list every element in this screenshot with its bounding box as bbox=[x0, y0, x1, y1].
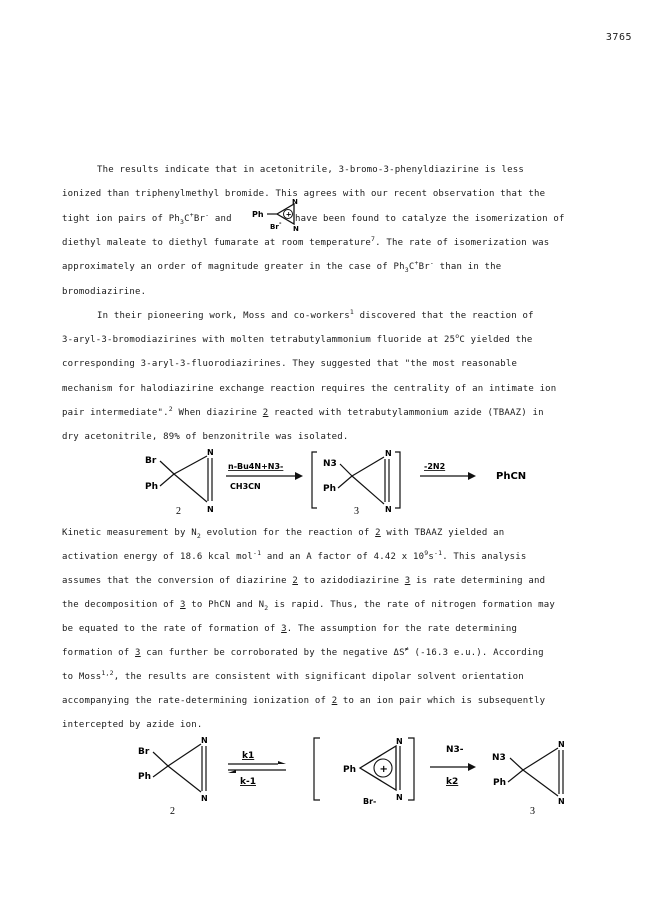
structure-label-minus: - bbox=[279, 220, 282, 227]
text-line: approximately an order of magnitude greater in the case of $Ph_3C^+Br^-$ than in the bbox=[62, 259, 502, 274]
product-label: PhCN bbox=[496, 471, 527, 482]
rate-constant-k2: k2 bbox=[446, 777, 459, 787]
page-number: 3765 bbox=[605, 32, 632, 43]
text-line: mechanism for halodiazirine exchange reaction requires the centrality of an intimate ion bbox=[62, 384, 557, 394]
atom-label-n: N bbox=[558, 740, 565, 749]
atom-label-n: N bbox=[385, 449, 392, 458]
atom-label-n: N bbox=[396, 737, 403, 746]
text-line: pair intermediate".$^2$ When diazirine 2 reacted with tetrabutylammonium azide (TBAAZ) in bbox=[62, 405, 544, 418]
text-line: diethyl maleate to diethyl fumarate at room temperature$^7$. The rate of isomerization was bbox=[62, 235, 550, 248]
structure-label-plus: + bbox=[285, 210, 292, 219]
azide-label: N3- bbox=[446, 745, 464, 755]
atom-label-br: Br bbox=[138, 747, 150, 757]
structure-label-n: N bbox=[292, 198, 298, 206]
text-line: Kinetic measurement by $N_2$ evolution for the reaction of 2 with TBAAZ yielded an bbox=[62, 528, 505, 540]
solvent-label: CH3CN bbox=[230, 482, 261, 491]
reagent-label: n-Bu4N+N3- bbox=[228, 462, 284, 471]
charge-plus: + bbox=[379, 764, 388, 775]
atom-label-ph: Ph bbox=[493, 778, 507, 788]
atom-label-ph: Ph bbox=[343, 765, 357, 775]
atom-label-ph: Ph bbox=[145, 482, 159, 492]
text-line: In their pioneering work, Moss and co-workers$^1$ discovered that the reaction of bbox=[97, 308, 534, 321]
ion-pair-intermediate bbox=[314, 737, 414, 806]
rate-constant-k1: k1 bbox=[242, 751, 255, 761]
azidodiazirine-3-structure bbox=[492, 740, 565, 817]
atom-label-ph: Ph bbox=[138, 772, 152, 782]
structure-label-n: N bbox=[293, 225, 299, 233]
atom-label-n3: N3 bbox=[492, 753, 506, 763]
text-line: to Moss$^{1,2}$, the results are consistent with significant dipolar solvent orientation bbox=[62, 669, 524, 682]
compound-label-2: 2 bbox=[170, 806, 175, 817]
atom-label-n3: N3 bbox=[323, 459, 337, 469]
text-line: activation energy of 18.6 kcal mol$^{-1}$ and an A factor of 4.42 x $10^9s^{-1}$. This analysis bbox=[62, 549, 527, 562]
structure-label-br: Br bbox=[270, 223, 279, 231]
text-line: bromodiazirine. bbox=[62, 287, 147, 297]
text-line: 3-aryl-3-bromodiazirines with molten tetrabutylammonium fluoride at 25$^o$C yielded the bbox=[62, 332, 533, 345]
inline-diazirinium-structure bbox=[250, 196, 312, 234]
step-label: -2N2 bbox=[424, 462, 446, 471]
text-line: assumes that the conversion of diazirine 2 to azidodiazirine 3 is rate determining and bbox=[62, 576, 546, 586]
atom-label-n: N bbox=[207, 448, 214, 457]
text-line: accompanying the rate-determining ionization of 2 to an ion pair which is subsequently bbox=[62, 696, 546, 706]
azidodiazirine-3-structure bbox=[312, 449, 400, 516]
text-line: tight ion pairs of $Ph_3C^+Br^-$ and have been found to catalyze the isomerization of bbox=[62, 211, 565, 226]
reaction-scheme-1 bbox=[130, 446, 550, 516]
diazirine-2-structure bbox=[145, 448, 214, 516]
rate-constant-k-1: k-1 bbox=[240, 777, 256, 787]
text-line: be equated to the rate of formation of 3. The assumption for the rate determining bbox=[62, 624, 518, 634]
text-line: intercepted by azide ion. bbox=[62, 720, 203, 730]
atom-label-n: N bbox=[396, 793, 403, 802]
text-line: ionized than triphenylmethyl bromide. This agrees with our recent observation that the bbox=[62, 189, 546, 199]
diazirine-2-structure bbox=[138, 736, 208, 817]
structure-label-ph: Ph bbox=[252, 210, 264, 219]
text-line: formation of 3 can further be corroborated by the negative ΔS≠ (-16.3 e.u.). According bbox=[62, 645, 544, 658]
atom-label-n: N bbox=[558, 797, 565, 806]
text-line: dry acetonitrile, 89% of benzonitrile was isolated. bbox=[62, 432, 349, 442]
counterion-br: Br- bbox=[363, 797, 377, 806]
compound-label-3: 3 bbox=[530, 806, 535, 817]
atom-label-n: N bbox=[385, 505, 392, 514]
atom-label-br: Br bbox=[145, 456, 157, 466]
compound-label-2: 2 bbox=[176, 506, 181, 516]
atom-label-n: N bbox=[207, 505, 214, 514]
reaction-scheme-2 bbox=[130, 734, 580, 820]
text-line: the decomposition of 3 to PhCN and $N_2$ is rapid. Thus, the rate of nitrogen formation may bbox=[62, 600, 555, 612]
atom-label-ph: Ph bbox=[323, 484, 337, 494]
compound-label-3: 3 bbox=[354, 506, 359, 516]
atom-label-n: N bbox=[201, 736, 208, 745]
text-line: The results indicate that in acetonitrile, 3-bromo-3-phenyldiazirine is less bbox=[97, 165, 525, 175]
text-line: corresponding 3-aryl-3-fluorodiazirines. They suggested that "the most reasonable bbox=[62, 359, 518, 369]
atom-label-n: N bbox=[201, 794, 208, 803]
